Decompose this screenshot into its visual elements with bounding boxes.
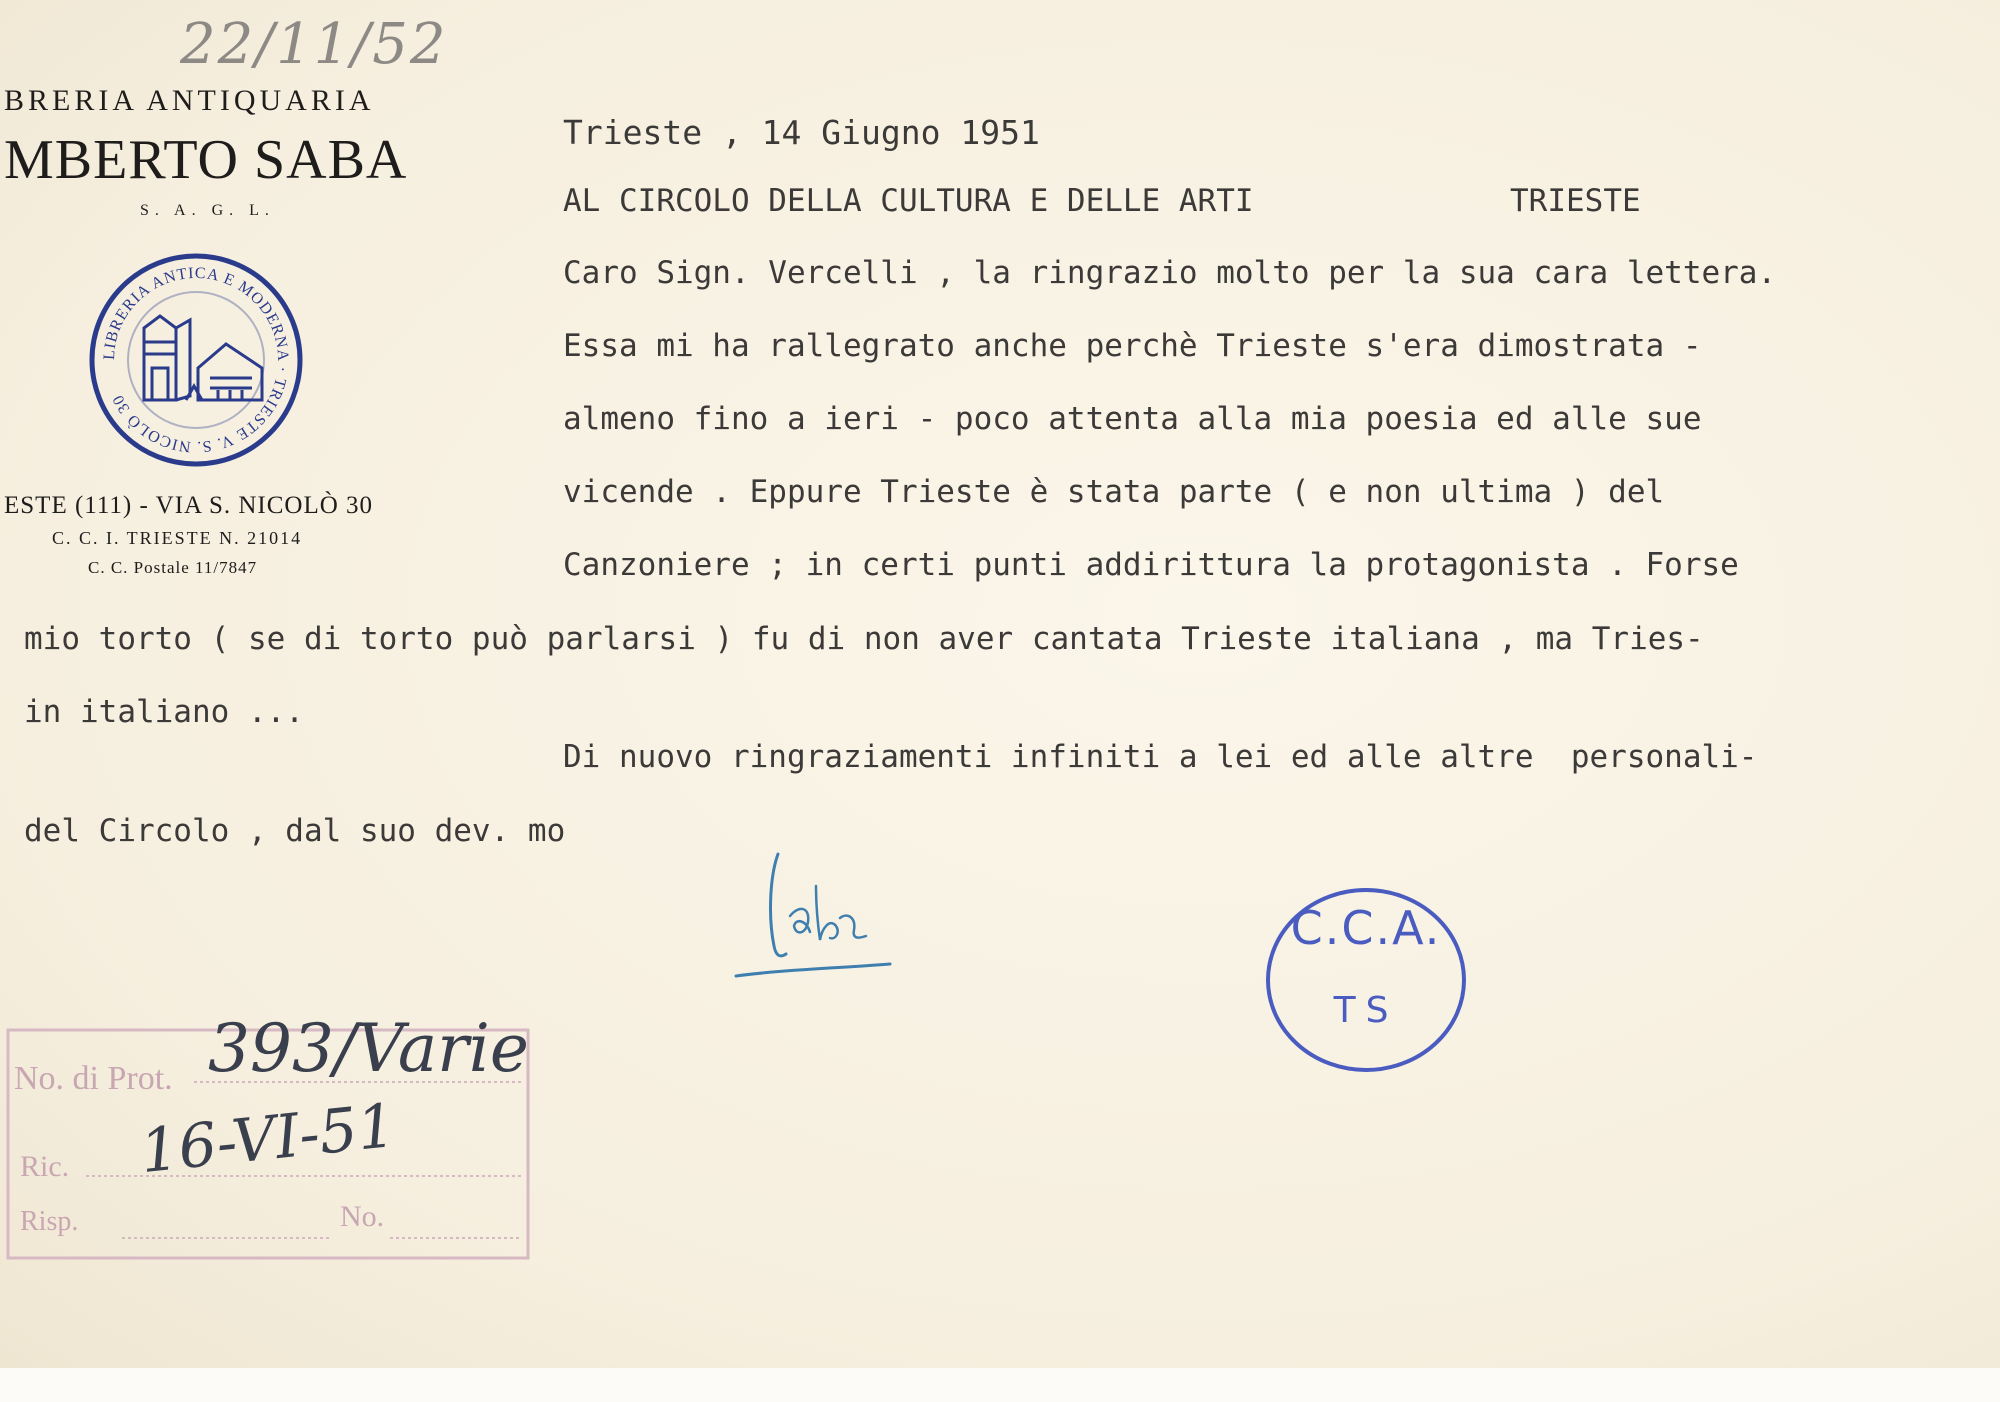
letter-line: Essa mi ha rallegrato anche perchè Trieste s'era dimostrata - xyxy=(563,328,1702,364)
letterhead-owner-name: MBERTO SABA xyxy=(4,129,408,191)
letter-line: vicende . Eppure Trieste è stata parte ( e non ultima ) del xyxy=(563,474,1665,510)
cca-circular-stamp xyxy=(1256,876,1476,1086)
letter-line: Canzoniere ; in certi punti addirittura la protagonista . Forse xyxy=(563,547,1739,583)
cca-stamp-text: C.C.A. xyxy=(1290,901,1442,955)
letter-line: Di nuovo ringraziamenti infiniti a lei ed alle altre personali- xyxy=(563,739,1758,775)
letter-line: almeno fino a ieri - poco attenta alla mia poesia ed alle sue xyxy=(563,401,1702,437)
protocol-number-handwritten: 393/Varie xyxy=(208,1010,529,1087)
pencil-date-note: 22/11/52 xyxy=(180,12,448,77)
letterhead-business-name: BRERIA ANTIQUARIA xyxy=(4,84,375,117)
reply-label: Risp. xyxy=(20,1206,79,1237)
handwritten-signature xyxy=(730,846,900,986)
cca-stamp-city: TS xyxy=(1333,990,1399,1031)
received-label: Ric. xyxy=(20,1150,70,1183)
letterhead-cci-number: C. C. I. TRIESTE N. 21014 xyxy=(52,528,303,548)
seal-outer-ring xyxy=(92,256,300,464)
received-date-handwritten: 16-VI-51 xyxy=(137,1090,399,1188)
reply-number-label: No. xyxy=(340,1200,385,1233)
letter-recipient-city: TRIESTE xyxy=(1510,183,1641,219)
letter-line: Caro Sign. Vercelli , la ringrazio molto per la sua cara lettera. xyxy=(563,255,1777,291)
building-icon xyxy=(186,344,262,400)
letter-date: Trieste , 14 Giugno 1951 xyxy=(563,113,1040,152)
letter-line: mio torto ( se di torto può parlarsi ) fu di non aver cantata Trieste italiana , ma Tries- xyxy=(24,621,1704,657)
letter-closing: del Circolo , dal suo dev. mo xyxy=(24,813,566,849)
bookshop-seal-logo xyxy=(86,250,306,470)
letter-line: in italiano ... xyxy=(24,694,304,730)
protocol-number-label: No. di Prot. xyxy=(14,1060,173,1097)
scan-bottom-margin xyxy=(0,1368,2000,1402)
seal-ring-text: LIBRERIA ANTICA E MODERNA · TRIESTE V. S. NICOLÒ 30 xyxy=(100,264,292,456)
letter-recipient: AL CIRCOLO DELLA CULTURA E DELLE ARTI xyxy=(563,183,1254,219)
letterhead-postal-account: C. C. Postale 11/7847 xyxy=(88,558,258,577)
letterhead-company-type: S. A. G. L. xyxy=(140,202,275,219)
tower-icon xyxy=(144,316,190,400)
letterhead-address: ESTE (111) - VIA S. NICOLÒ 30 xyxy=(4,492,374,519)
